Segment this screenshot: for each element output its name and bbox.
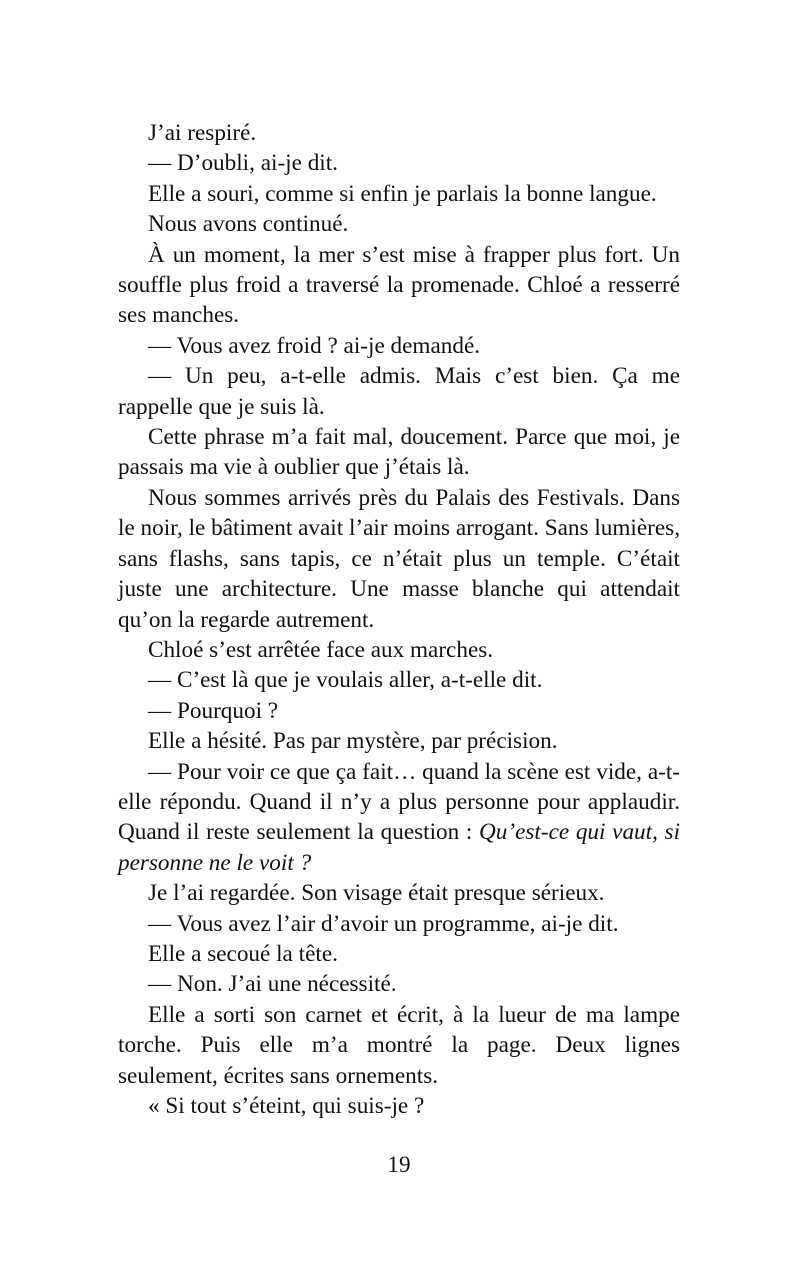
paragraph: Elle a secoué la tête. [148, 940, 338, 967]
quotation-line: « Si tout s’éteint, qui suis-je ? [148, 1093, 425, 1119]
paragraph: À un moment, la mer s’est mise à frapper plus fort. Un souffle plus froid a traversé la promenade. Chloé a resserré ses manches. [118, 241, 680, 329]
dialogue-line: — Un peu, a-t-elle admis. Mais c’est bien. Ça me rappelle que je suis là. [118, 363, 680, 420]
paragraph: Nous avons continué. [148, 211, 349, 238]
page-number: 19 [387, 1152, 411, 1178]
dialogue-line: — Vous avez froid ? ai-je demandé. [148, 332, 481, 359]
dialogue-line: — C’est là que je voulais aller, a-t-elle dit. [148, 667, 543, 694]
paragraph: Nous sommes arrivés près du Palais des Festivals. Dans le noir, le bâtiment avait l’air moins arrogant. Sans lumières, sans flashs, sans tapis, ce n’était plus un temple. C’était juste une architecture. Une masse blanche qui attendait qu’on la regarde autrement. [118, 484, 680, 633]
paragraph: Elle a hésité. Pas par mystère, par précision. [148, 728, 558, 755]
paragraph: Je l’ai regardée. Son visage était presque sérieux. [148, 880, 605, 907]
page-body [118, 118, 680, 1121]
dialogue-line: — D’oubli, ai-je dit. [148, 150, 338, 177]
paragraph: Chloé s’est arrêtée face aux marches. [148, 636, 494, 663]
dialogue-text: — Pour voir ce que ça fait… quand la scène est vide, a-t-elle répondu. Quand il n’y a plus personne pour applaudir. Quand il reste seulement la question : [118, 758, 680, 846]
italic-question: Qu’est-ce qui vaut, si personne ne le voit ? [118, 819, 681, 876]
dialogue-line: — Non. J’ai une nécessité. [148, 971, 397, 998]
paragraph: Elle a sorti son carnet et écrit, à la lueur de ma lampe torche. Puis elle m’a montré la page. Deux lignes seulement, écrites sans ornements. [118, 1001, 680, 1089]
paragraph: Cette phrase m’a fait mal, doucement. Parce que moi, je passais ma vie à oublier que j’étais là. [118, 424, 680, 481]
paragraph: J’ai respiré. [148, 120, 257, 146]
paragraph: Elle a souri, comme si enfin je parlais la bonne langue. [148, 180, 657, 207]
dialogue-line [118, 757, 680, 879]
dialogue-line: — Vous avez l’air d’avoir un programme, ai-je dit. [148, 910, 619, 937]
dialogue-line: — Pourquoi ? [148, 697, 279, 724]
